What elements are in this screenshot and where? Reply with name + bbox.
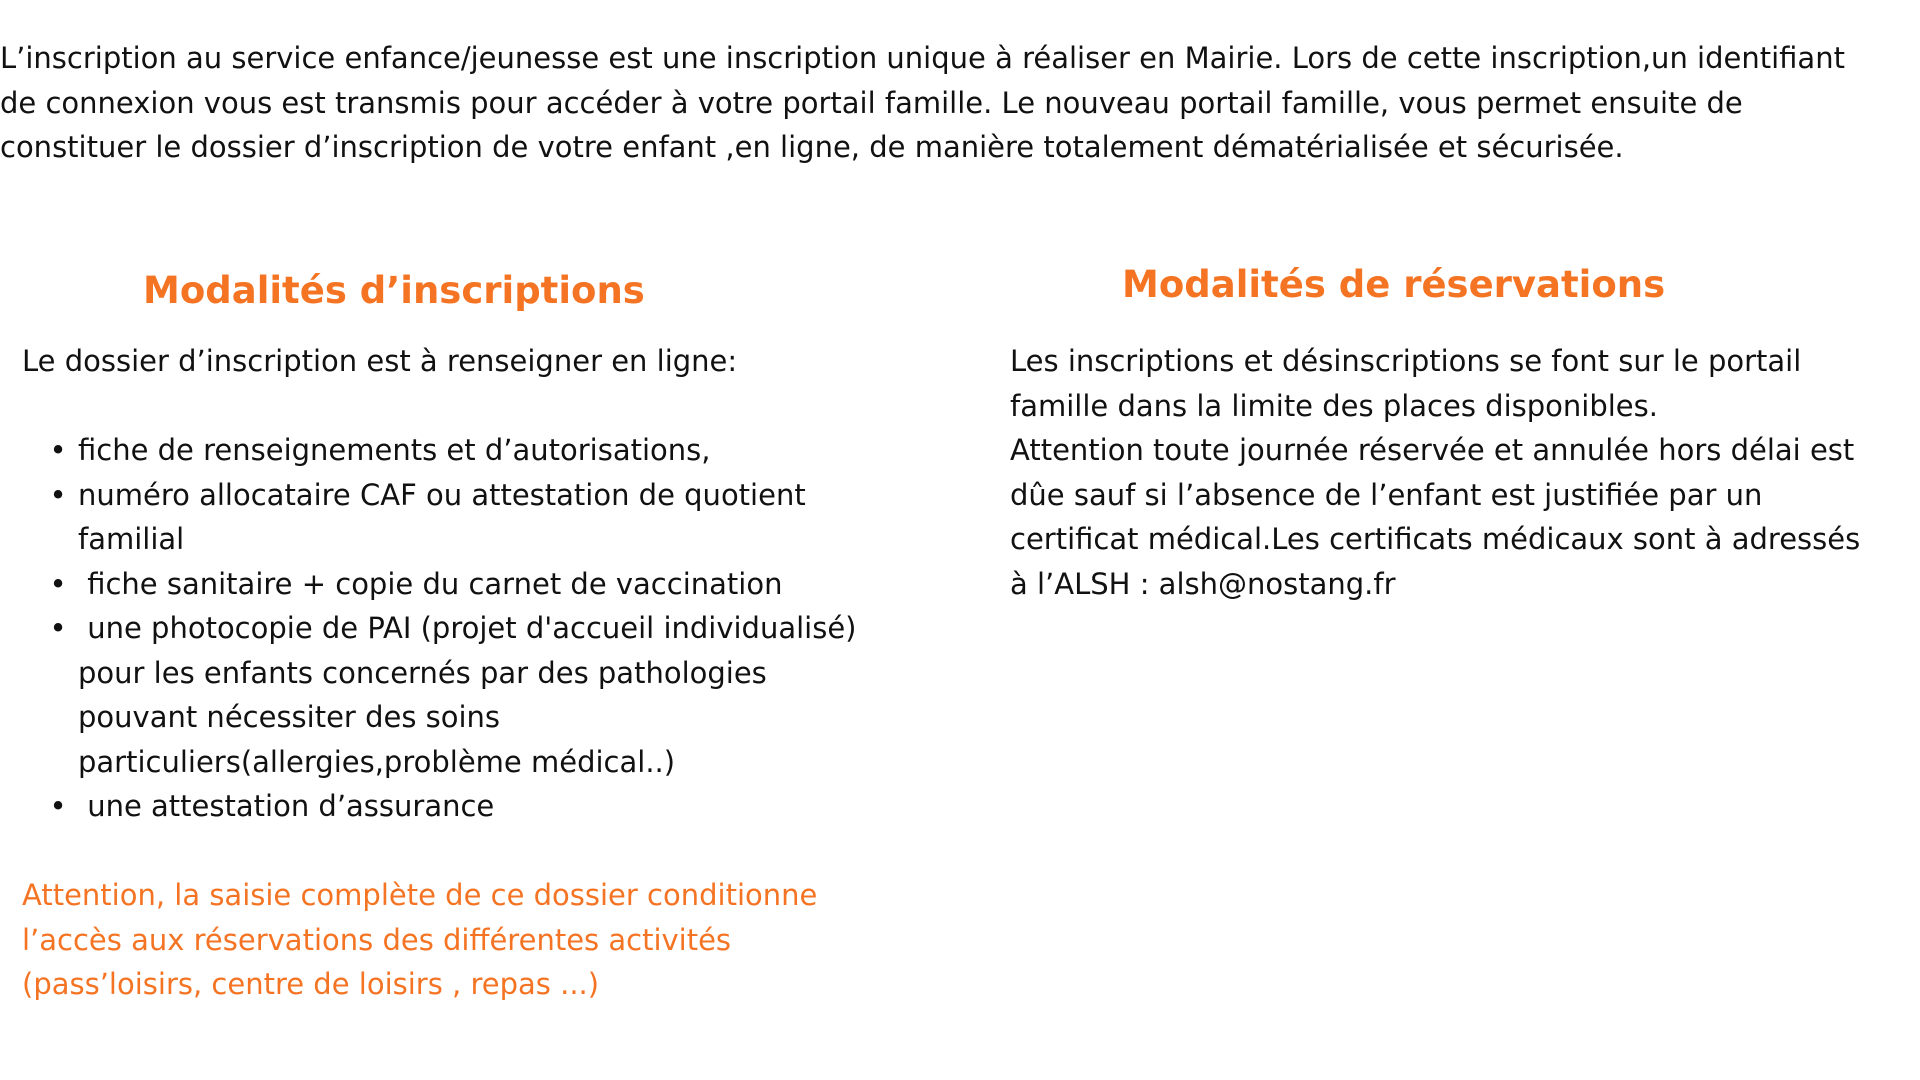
list-item: [22, 784, 892, 829]
intro-paragraph: [0, 36, 1905, 170]
list-item-text: particuliers(allergies,problème médical..): [78, 744, 676, 779]
reservations-line: certificat médical.Les certificats médicaux sont à adressés: [1010, 522, 1861, 556]
warning-line: (pass’loisirs, centre de loisirs , repas ...): [22, 967, 600, 1001]
reservations-line: à l’ALSH : alsh@nostang.fr: [1010, 566, 1396, 601]
reservations-body: [1010, 339, 1900, 606]
reservations-line: Les inscriptions et désinscriptions se font sur le portail: [1010, 344, 1802, 378]
reservations-line: famille dans la limite des places disponibles.: [1010, 388, 1658, 423]
list-item-text: une photocopie de PAI (projet d'accueil individualisé): [78, 611, 857, 645]
bullet-icon: •: [49, 789, 67, 823]
reservations-line: Attention toute journée réservée et annulée hors délai est: [1010, 433, 1855, 467]
list-item-text: pour les enfants concernés par des pathologies: [78, 655, 767, 690]
list-item-text: familial: [78, 522, 185, 556]
intro-line: constituer le dossier d’inscription de votre enfant ,en ligne, de manière totalement dématérialisée et sécurisée.: [0, 130, 1624, 164]
reservations-heading: Modalités de réservations: [1122, 263, 1666, 306]
bullet-icon: •: [49, 477, 67, 512]
intro-line: L’inscription au service enfance/jeunesse est une inscription unique à réaliser en Mairie. Lors de cette inscription,un identifiant: [0, 41, 1845, 75]
list-item: [22, 562, 892, 607]
list-item: [22, 428, 892, 473]
list-item-text: numéro allocataire CAF ou attestation de quotient: [78, 477, 806, 512]
requirements-list: [22, 428, 892, 829]
reservations-section: [1010, 263, 1910, 606]
bullet-icon: •: [49, 611, 67, 645]
warning-line: Attention, la saisie complète de ce dossier conditionne: [22, 878, 818, 912]
list-item: [22, 606, 892, 784]
list-item-text: une attestation d’assurance: [78, 789, 495, 823]
intro-line: de connexion vous est transmis pour accéder à votre portail famille. Le nouveau portail famille, vous permet ensuite de: [0, 85, 1743, 120]
list-item: [22, 473, 892, 562]
inscriptions-section: [22, 266, 922, 1007]
list-item-text: fiche sanitaire + copie du carnet de vaccination: [78, 566, 783, 601]
reservations-line: dûe sauf si l’absence de l’enfant est justifiée par un: [1010, 477, 1763, 512]
inscriptions-lead: Le dossier d’inscription est à renseigner en ligne:: [22, 344, 738, 378]
inscriptions-warning: [22, 873, 882, 1007]
bullet-icon: •: [49, 433, 67, 467]
list-item-text: pouvant nécessiter des soins: [78, 700, 501, 734]
list-item-text: fiche de renseignements et d’autorisations,: [78, 433, 711, 467]
bullet-icon: •: [49, 566, 67, 601]
inscriptions-heading: Modalités d’inscriptions: [143, 269, 645, 312]
warning-line: l’accès aux réservations des différentes activités: [22, 922, 732, 957]
